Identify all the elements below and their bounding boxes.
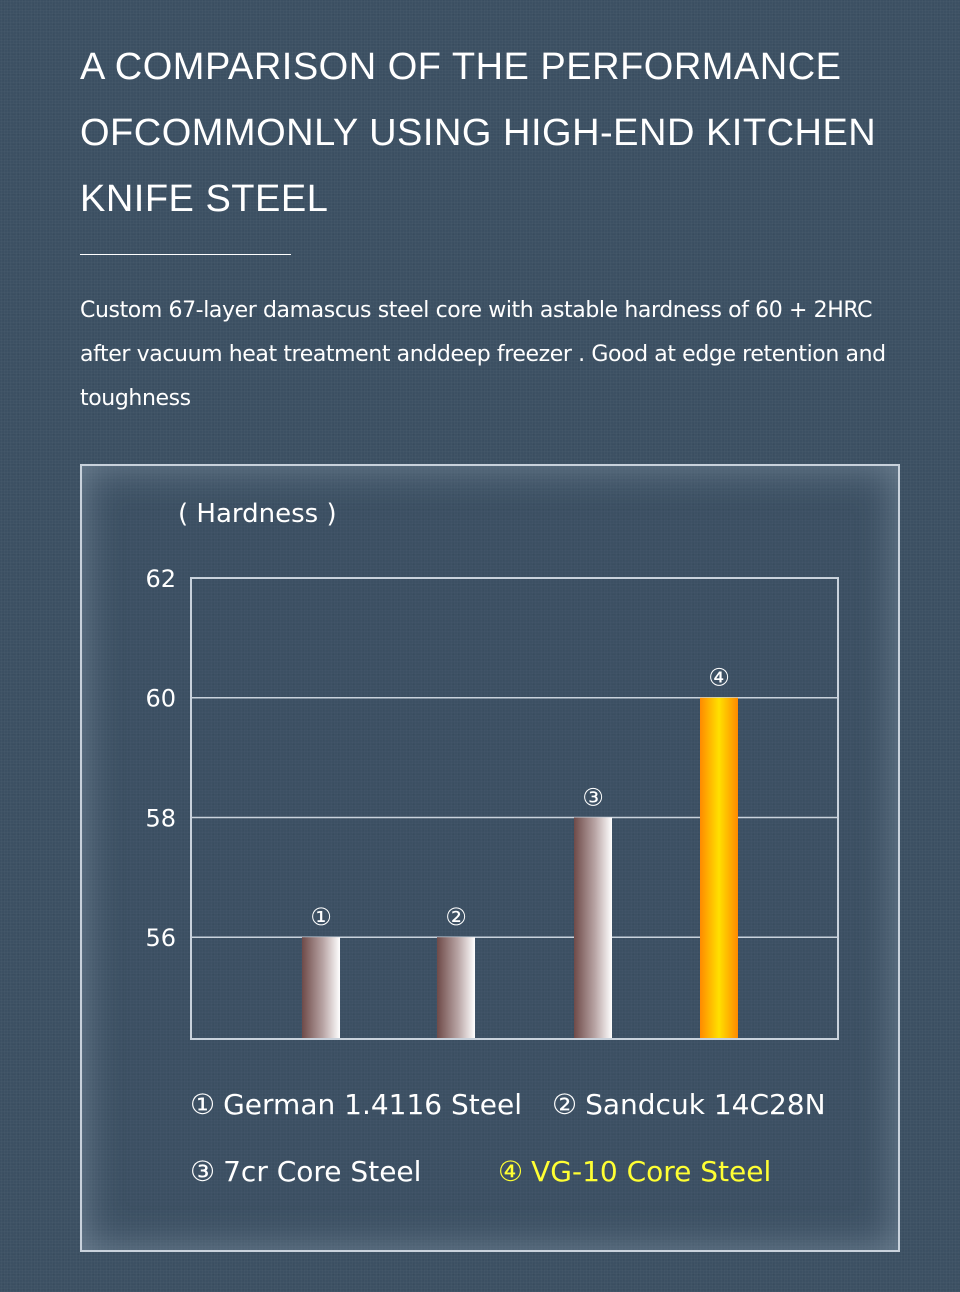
bar-labels bbox=[310, 664, 730, 931]
legend-marker-1: ① bbox=[190, 1088, 216, 1121]
legend-marker-2: ② bbox=[552, 1088, 578, 1121]
bar-3 bbox=[574, 817, 612, 1039]
bar-2 bbox=[437, 937, 475, 1039]
bar-label-4: ④ bbox=[708, 663, 730, 692]
bar-4 bbox=[700, 698, 738, 1039]
bar-1 bbox=[302, 937, 340, 1039]
plot-frame bbox=[191, 578, 838, 1039]
legend-item-4 bbox=[498, 1155, 771, 1188]
legend-label-2: Sandcuk 14C28N bbox=[585, 1088, 826, 1121]
legend-item-3 bbox=[190, 1155, 421, 1188]
bar-label-3: ③ bbox=[582, 783, 604, 812]
y-axis-label: ( Hardness ) bbox=[178, 499, 337, 529]
title-line-1: A COMPARISON OF THE PERFORMANCE bbox=[80, 46, 842, 88]
title-line-3: KNIFE STEEL bbox=[80, 178, 329, 220]
y-tick-62: 62 bbox=[145, 565, 176, 593]
legend-marker-4: ④ bbox=[498, 1155, 524, 1188]
title-line-2: OFCOMMONLY USING HIGH-END KITCHEN bbox=[80, 112, 877, 154]
bar-label-2: ② bbox=[445, 903, 467, 932]
legend-item-2 bbox=[552, 1088, 826, 1121]
y-tick-labels bbox=[145, 565, 176, 952]
legend-item-1 bbox=[190, 1088, 522, 1121]
description-text: Custom 67-layer damascus steel core with astable hardness of 60 + 2HRC after vacuum heat treatment anddeep freezer . Good at edge retention and toughness bbox=[80, 298, 886, 411]
legend-label-1: German 1.4116 Steel bbox=[223, 1088, 522, 1121]
y-tick-58: 58 bbox=[145, 804, 176, 833]
bar-label-1: ① bbox=[310, 903, 332, 932]
grid-lines bbox=[191, 578, 838, 937]
legend-marker-3: ③ bbox=[190, 1155, 216, 1188]
legend-label-4: VG-10 Core Steel bbox=[531, 1155, 772, 1188]
bars bbox=[302, 698, 738, 1039]
y-tick-56: 56 bbox=[145, 924, 176, 953]
y-tick-60: 60 bbox=[145, 684, 176, 713]
legend-label-3: 7cr Core Steel bbox=[223, 1155, 422, 1188]
